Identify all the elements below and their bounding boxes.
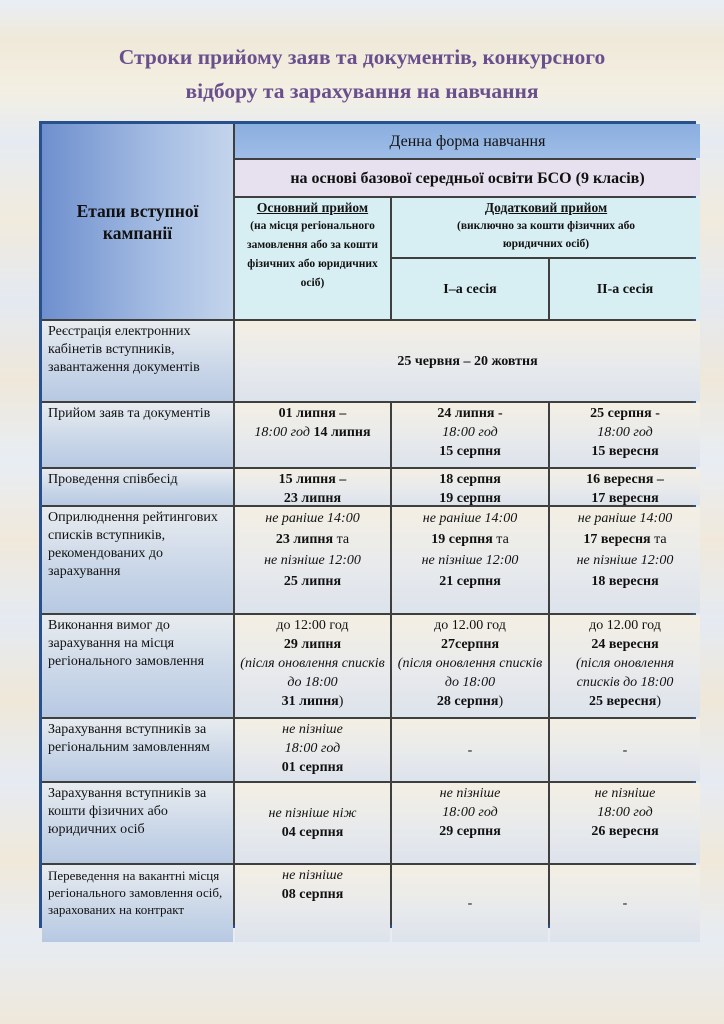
cell-enroll-paid-s2 (550, 783, 700, 863)
time-text: не пізніше (439, 786, 501, 801)
time-text: не пізніше (282, 868, 343, 883)
date-text: 25 вересня (589, 694, 657, 709)
date-text: 18 серпня (439, 472, 501, 487)
date-text: 17 вересня (583, 532, 651, 547)
time-text: до 12.00 год (434, 618, 506, 633)
header-session-2: II-а сесія (550, 259, 700, 319)
time-text: 18:00 год (597, 805, 653, 820)
date-text: 17 вересня (591, 491, 659, 505)
cell-requirements-main (235, 615, 390, 717)
header-additional-admission (392, 198, 700, 257)
conj-text: та (496, 532, 509, 547)
time-text: не пізніше 12:00 (576, 553, 674, 568)
date-text: 26 вересня (591, 824, 659, 839)
time-text: не пізніше (594, 786, 656, 801)
cell-applications-main (235, 403, 390, 467)
cell-enroll-paid-s1 (392, 783, 548, 863)
cell-interviews-s1 (392, 469, 548, 505)
header-main-title: Основний прийом (256, 200, 369, 215)
cell-transfer-s1: - (392, 865, 548, 942)
time-text: 18:00 год (284, 741, 341, 756)
date-text: 29 липня (283, 637, 342, 652)
time-text: 18:00 год (442, 425, 498, 440)
note-text: (після оновлення списків до 18:00 (576, 656, 674, 690)
page-title-line1: Строки прийому заяв та документів, конкурсного (118, 45, 606, 69)
row-label-applications: Прийом заяв та документів (42, 403, 233, 467)
date-text: 28 серпня (436, 694, 499, 709)
date-text: 15 липня – (278, 472, 347, 487)
header-day-form: Денна форма навчання (235, 124, 700, 158)
date-text: 31 липня (281, 694, 339, 709)
time-text: не пізніше (282, 722, 343, 737)
time-text: до 12:00 год (276, 618, 349, 633)
paren-text: ) (498, 694, 504, 709)
row-label-enroll-paid: Зарахування вступників за кошти фізичних або юридичних осіб (42, 783, 233, 863)
cell-transfer-s2: - (550, 865, 700, 942)
row-label-interviews: Проведення співбесід (42, 469, 233, 505)
date-text: 01 липня – (278, 406, 347, 421)
date-text: 24 вересня (591, 637, 659, 652)
date-text: 04 серпня (281, 825, 344, 840)
date-text: 23 липня (275, 532, 334, 547)
page-title (0, 40, 724, 108)
date-text: 27серпня (440, 637, 500, 652)
date-text: 29 серпня (439, 824, 501, 839)
date-text: 19 серпня (439, 491, 501, 505)
conj-text: та (654, 532, 667, 547)
header-main-note: (на місця регіонального замовлення або за кошти фізичних або юридичних осіб) (247, 220, 378, 289)
date-text: 18 вересня (591, 574, 659, 589)
time-text: 18:00 год (442, 805, 498, 820)
date-text: 15 серпня (439, 444, 501, 459)
conj-text: та (336, 532, 350, 547)
cell-applications-s2 (550, 403, 700, 467)
date-text: 19 серпня (431, 532, 493, 547)
cell-enroll-regional-s1: - (392, 719, 548, 781)
cell-interviews-s2 (550, 469, 700, 505)
date-text: 25 липня (283, 574, 342, 589)
cell-requirements-s1 (392, 615, 548, 717)
time-text: не пізніше ніж (268, 806, 357, 821)
date-text: 24 липня - (437, 406, 503, 421)
row-label-transfer: Переведення на вакантні місця регіонального замовлення осіб, зарахованих на контракт (42, 865, 233, 942)
header-add-note: (виключно за кошти фізичних або юридичних осіб) (456, 220, 636, 250)
page-title-line2: відбору та зарахування на навчання (185, 79, 539, 103)
cell-enroll-regional-main (235, 719, 390, 781)
date-text: 01 серпня (281, 760, 344, 775)
time-text: не раніше 14:00 (422, 511, 518, 526)
cell-rankings-s2 (550, 507, 700, 613)
cell-rankings-main (235, 507, 390, 613)
paren-text: ) (338, 694, 344, 709)
cell-rankings-s1 (392, 507, 548, 613)
date-text: 16 вересня – (586, 472, 664, 487)
note-text: (після оновлення списків до 18:00 (240, 656, 385, 690)
header-stages: Етапи вступної кампанії (42, 124, 233, 319)
time-text: 18:00 год (597, 425, 653, 440)
cell-requirements-s2 (550, 615, 700, 717)
cell-enroll-regional-s2: - (550, 719, 700, 781)
date-text: 08 серпня (281, 887, 344, 902)
row-label-registration: Реєстрація електронних кабінетів вступників, завантаження документів (42, 321, 233, 401)
date-text: 25 серпня - (590, 406, 660, 421)
cell-registration-dates: 25 червня – 20 жовтня (235, 321, 700, 401)
date-text: 14 липня (313, 425, 371, 440)
cell-transfer-main (235, 865, 390, 942)
cell-applications-s1 (392, 403, 548, 467)
date-text: 23 липня (283, 491, 342, 505)
date-text: 15 вересня (591, 444, 659, 459)
time-text: не раніше 14:00 (265, 511, 360, 526)
row-label-rankings: Оприлюднення рейтингових списків вступників, рекомендованих до зарахування (42, 507, 233, 613)
header-main-admission (235, 198, 390, 319)
row-label-requirements: Виконання вимог до зарахування на місця регіонального замовлення (42, 615, 233, 717)
schedule-table (39, 121, 696, 928)
cell-enroll-paid-main (235, 783, 390, 863)
row-label-enroll-regional: Зарахування вступників за регіональним замовленням (42, 719, 233, 781)
time-text: не пізніше 12:00 (421, 553, 519, 568)
date-text: 21 серпня (439, 574, 501, 589)
time-text: до 12.00 год (589, 618, 661, 633)
header-add-title: Додатковий прийом (484, 200, 608, 215)
header-base-education: на основі базової середньої освіти БСО (9 класів) (235, 160, 700, 196)
time-text: не пізніше 12:00 (264, 553, 361, 568)
time-text: 18:00 год (254, 425, 310, 440)
header-session-1: I–а сесія (392, 259, 548, 319)
note-text: (після оновлення списків до 18:00 (397, 656, 543, 690)
time-text: не раніше 14:00 (577, 511, 673, 526)
paren-text: ) (656, 694, 661, 709)
cell-interviews-main (235, 469, 390, 505)
